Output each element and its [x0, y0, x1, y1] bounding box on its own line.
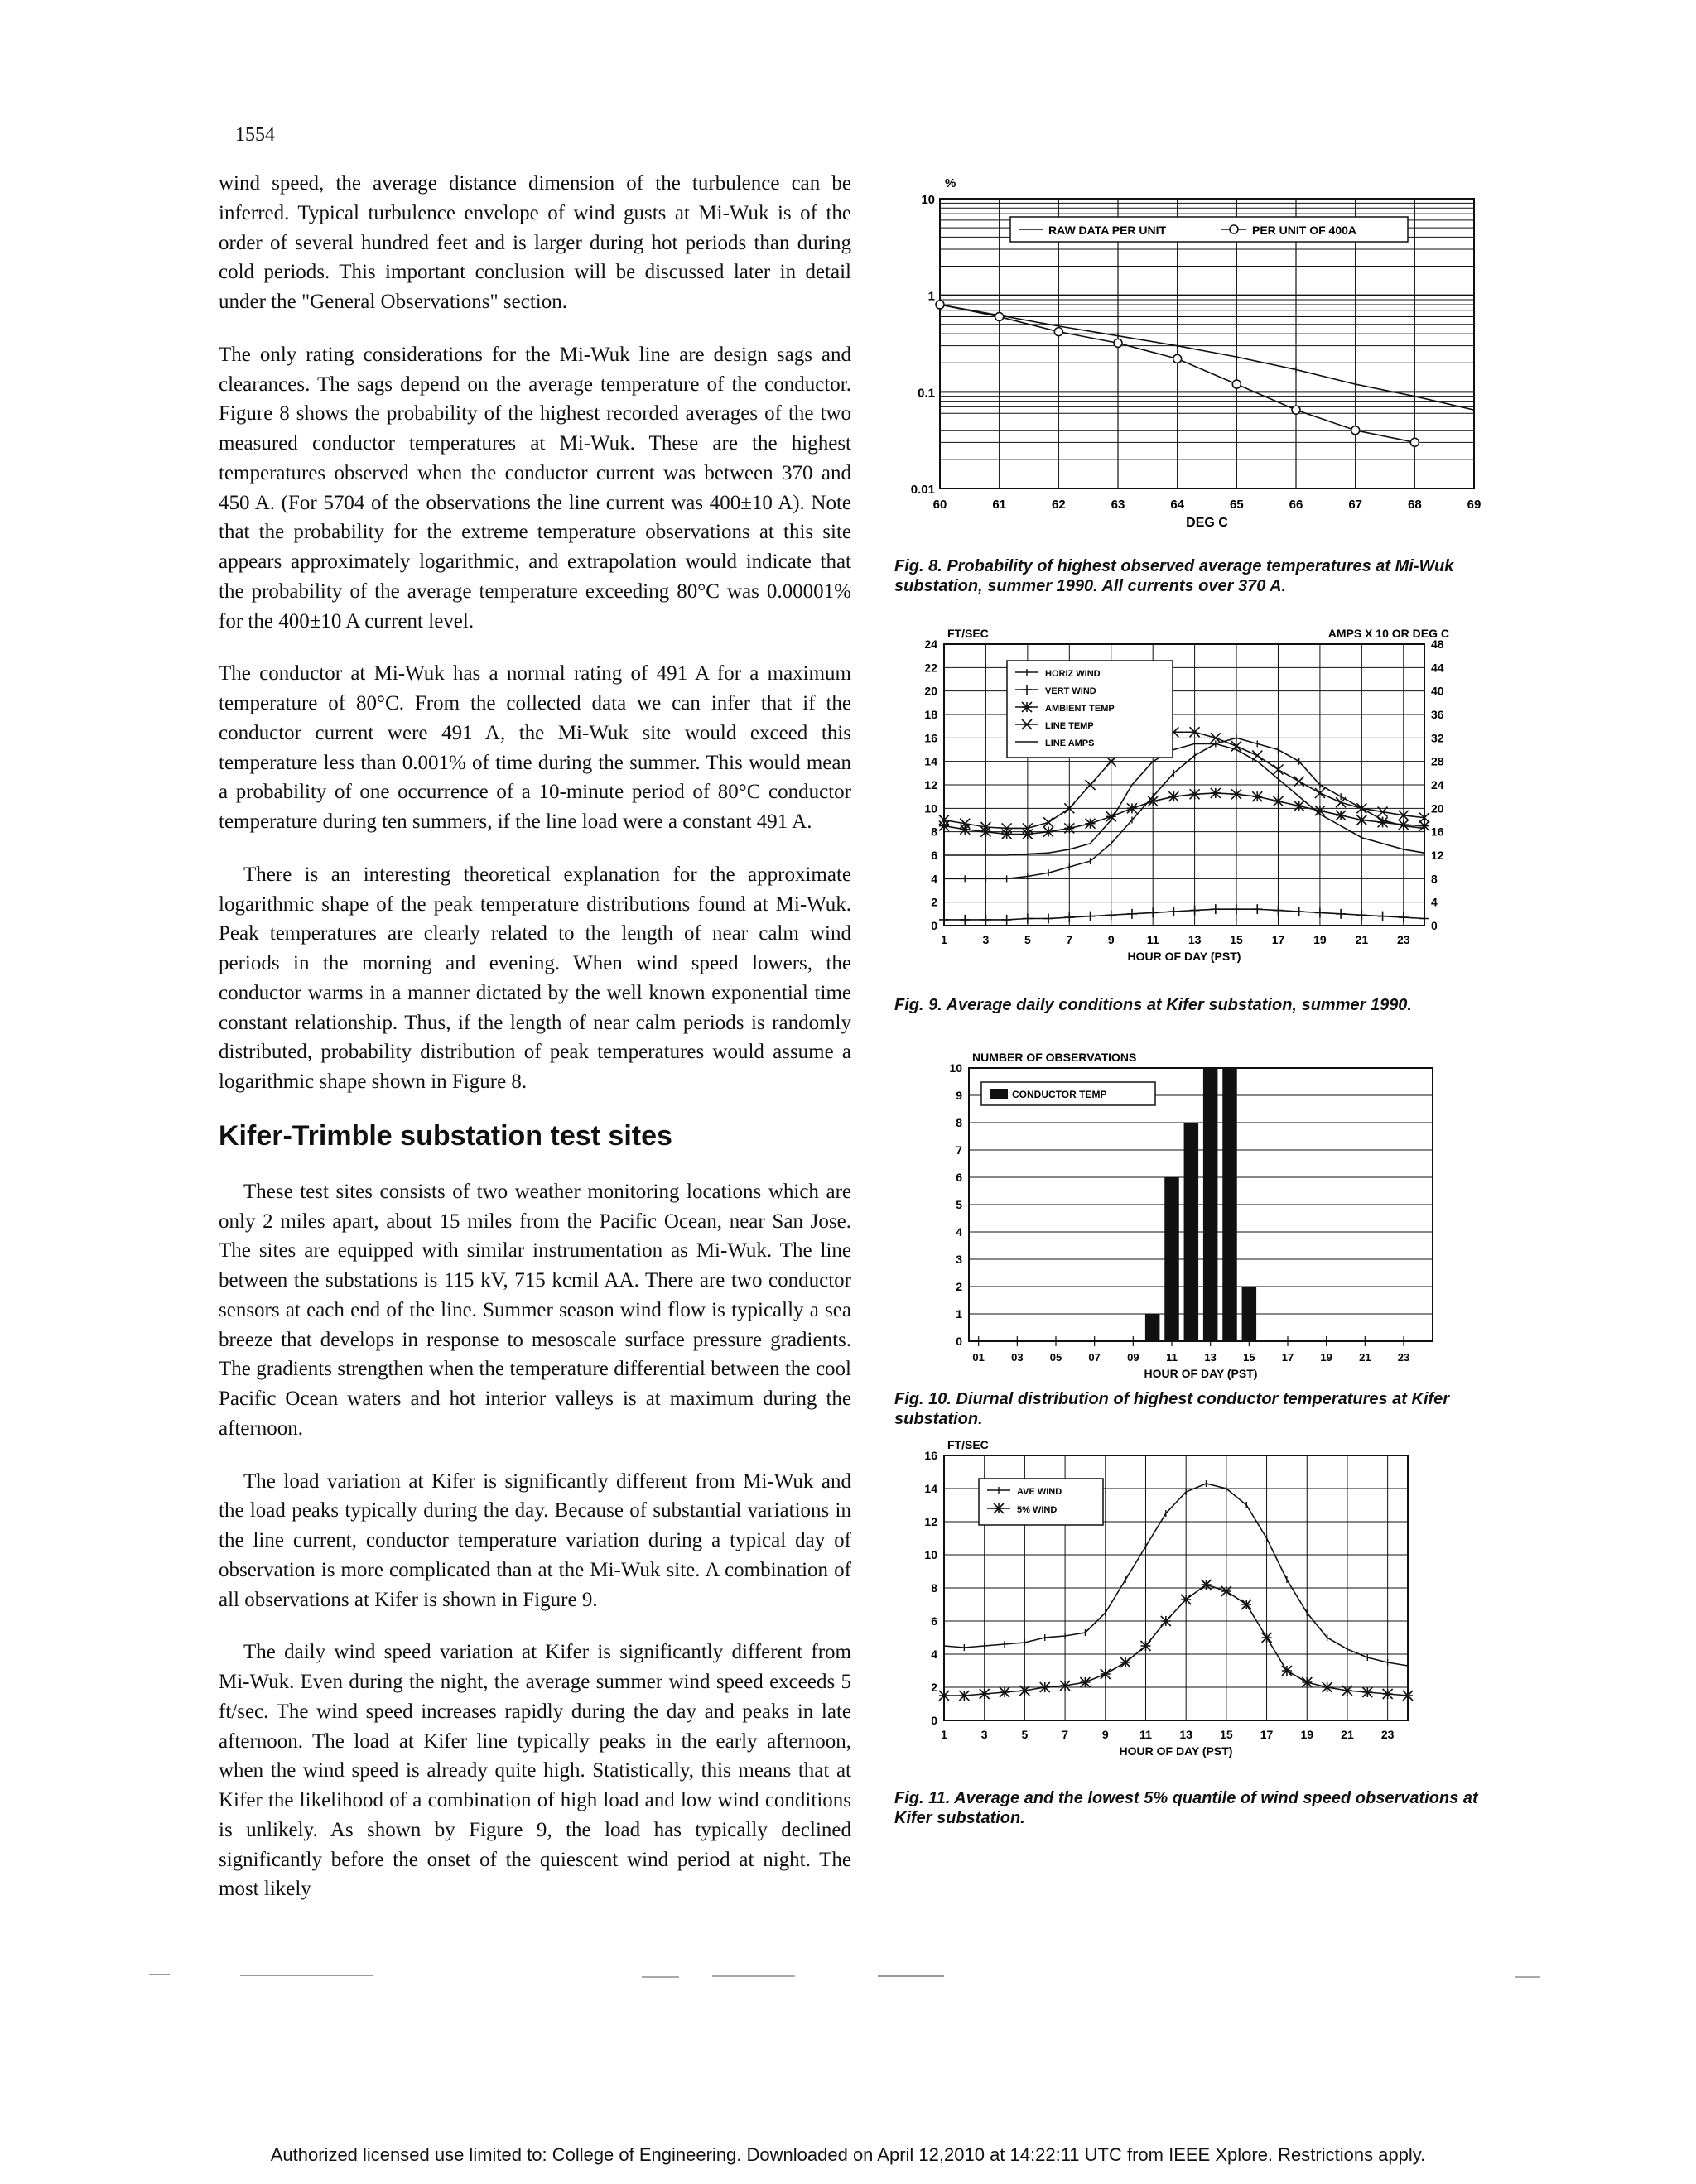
data-point — [939, 821, 949, 831]
x-tick-label: 01 — [972, 1351, 985, 1364]
y-tick-label: 1 — [928, 289, 935, 304]
data-point — [1148, 796, 1158, 806]
y-tick-label: 10 — [924, 1548, 937, 1561]
y-tick-label: 7 — [956, 1143, 962, 1157]
y-tick-label-right: 20 — [1431, 801, 1444, 815]
x-tick-label: 11 — [1166, 1351, 1178, 1364]
data-point — [959, 1691, 969, 1701]
legend-label: RAW DATA PER UNIT — [1048, 224, 1167, 237]
data-point — [1106, 910, 1116, 920]
x-tick-label: 5 — [1021, 1728, 1029, 1741]
data-point — [1002, 830, 1012, 839]
data-point — [1336, 811, 1346, 820]
y-axis-label: FT/SEC — [947, 627, 989, 640]
paragraph: wind speed, the average distance dimension of the turbulence can be inferred. Typical turbulence envelope of wind gusts at Mi-Wuk is of the order of several hundred feet and is larger during hot periods than during cold periods. This important conclusion will be discussed later in detail under the "General Observations" section. — [219, 172, 851, 313]
x-tick-label: 3 — [982, 933, 990, 946]
figure-8 — [894, 166, 1507, 538]
y-tick-label: 8 — [931, 825, 937, 839]
y-tick-label-right: 8 — [1431, 872, 1438, 886]
x-tick-label: 17 — [1260, 1728, 1274, 1741]
data-point — [1323, 1682, 1332, 1692]
data-point — [1023, 914, 1033, 924]
x-tick-label: 19 — [1313, 933, 1327, 946]
y-tick-label: 6 — [931, 1614, 937, 1628]
y-tick-label: 8 — [931, 1581, 937, 1595]
data-point — [1064, 823, 1074, 833]
y-tick-label: 6 — [931, 849, 937, 862]
x-tick-label: 15 — [1243, 1351, 1255, 1364]
data-point — [1023, 830, 1033, 839]
legend-label: PER UNIT OF 400A — [1252, 224, 1357, 237]
data-point — [1086, 912, 1096, 921]
data-point — [1043, 827, 1053, 837]
y-tick-label-right: 32 — [1431, 731, 1444, 745]
x-tick-label: 05 — [1049, 1351, 1062, 1364]
x-tick-label: 67 — [1348, 498, 1363, 512]
y-tick-label: 0.01 — [910, 483, 935, 497]
data-point — [1403, 1691, 1413, 1701]
legend-marker — [1022, 702, 1032, 712]
footer-notice: Authorized licensed use limited to: College of Engineering. Downloaded on April 12,2010 at 14:22:11 UTC from IEEE Xplore. Restrictions apply. — [270, 2144, 1426, 2165]
paragraph: These test sites consists of two weather monitoring locations which are only 2 miles apart, about 15 miles from the Pacific Ocean, near San Jose. The sites are equipped with similar instrumentation as Mi-Wuk. The line between the substations is 115 kV, 715 kcmil AA. There are two conductor sensors at each end of the line. Summer season wind flow is typically a sea breeze that develops in response to mesoscale surface pressure gradients. The gradients strengthen when the temperature differential between the cool Pacific Ocean waters and hot interior valleys is at maximum during the afternoon. — [219, 1180, 851, 1440]
x-tick-label: 03 — [1011, 1351, 1024, 1364]
x-axis-label: DEG C — [1186, 516, 1228, 530]
y-tick-label-right: 12 — [1431, 849, 1444, 862]
data-point — [1410, 438, 1419, 446]
y-tick-label: 12 — [924, 778, 937, 791]
y-tick-label: 0 — [931, 1714, 937, 1727]
y-tick-label: 16 — [924, 731, 937, 745]
x-tick-label: 11 — [1140, 1728, 1152, 1741]
paragraph: The daily wind speed variation at Kifer is significantly different from Mi-Wuk. Even during the night, the average summer wind speed exceeds 5 ft/sec. The wind speed increases rapidly during the day and peaks in late afternoon. The load at Kifer line typically peaks in the early afternoon, when the wind speed is already quite high. Statistically, this means that at Kifer the likelihood of a combination of high load and low wind conditions is unlikely. As shown by Figure 9, the load has typically declined significantly before the onset of the quiescent wind period at night. The most likely — [219, 1641, 851, 1901]
x-tick-label: 9 — [1107, 933, 1115, 946]
data-point — [1356, 815, 1366, 825]
y-tick-label-right: 40 — [1431, 684, 1444, 698]
x-tick-label: 09 — [1127, 1351, 1140, 1364]
data-point — [1019, 1686, 1029, 1696]
data-point — [1043, 914, 1053, 924]
x-tick-label: 17 — [1271, 933, 1285, 946]
x-tick-label: 17 — [1281, 1351, 1294, 1364]
y-axis-label: FT/SEC — [947, 1438, 989, 1451]
footer-rule — [0, 1970, 1696, 1987]
data-point — [1356, 910, 1366, 920]
data-point — [1362, 1687, 1372, 1697]
y-tick-label: 0 — [931, 919, 937, 932]
page-number: 1554 — [235, 124, 275, 146]
y-tick-label: 2 — [931, 895, 937, 909]
figure-11-caption: Fig. 11. Average and the lowest 5% quantile of wind speed observations at Kifer substation. — [894, 1789, 1478, 1827]
legend-label: CONDUCTOR TEMP — [1012, 1089, 1107, 1100]
y-tick-label-right: 36 — [1431, 708, 1444, 721]
figure-9 — [894, 619, 1507, 975]
x-tick-label: 23 — [1396, 933, 1410, 946]
data-point — [1120, 1657, 1130, 1667]
y-tick-label-right: 48 — [1431, 637, 1444, 651]
x-tick-label: 11 — [1146, 933, 1159, 946]
y-tick-label: 12 — [924, 1515, 937, 1528]
y-tick-label: 0.1 — [918, 386, 935, 401]
x-tick-label: 68 — [1407, 498, 1422, 512]
data-point — [1168, 907, 1178, 916]
legend-label: VERT WIND — [1045, 686, 1096, 696]
series-line — [944, 743, 1424, 855]
x-tick-label: 19 — [1300, 1728, 1314, 1741]
data-point — [1399, 820, 1409, 830]
data-point — [1000, 1687, 1009, 1697]
y-tick-label: 5 — [956, 1198, 962, 1211]
data-point — [1202, 1580, 1212, 1590]
data-point — [1190, 906, 1200, 916]
y-tick-label: 4 — [956, 1225, 962, 1239]
x-tick-label: 7 — [1062, 1728, 1068, 1741]
legend-label: 5% WIND — [1017, 1505, 1058, 1515]
data-point — [1080, 1677, 1090, 1687]
legend-label: AVE WIND — [1017, 1487, 1062, 1497]
data-point — [1273, 796, 1283, 806]
data-point — [1352, 426, 1360, 435]
data-point — [1086, 819, 1096, 829]
series-line — [944, 909, 1424, 920]
y-axis-label: % — [945, 176, 956, 190]
paragraph: There is an interesting theoretical explanation for the approximate logarithmic shape of the peak temperature distributions found at Mi-Wuk. Peak temperatures are clearly related to the length of near calm wind periods in the morning and evening. When wind speed lowers, the conductor warms in a manner dictated by the well known exponential time constant relationship. Thus, if the length of near calm periods is randomly distributed, probability distribution of peak temperatures would assume a logarithmic shape shown in Figure 8. — [219, 863, 851, 1093]
data-point — [1419, 821, 1429, 831]
data-point — [1127, 909, 1137, 919]
data-point — [1241, 1600, 1251, 1609]
data-point — [1211, 904, 1221, 914]
data-point — [1232, 380, 1241, 388]
data-point — [1378, 912, 1388, 921]
series-line — [944, 1585, 1408, 1696]
y-tick-label: 1 — [956, 1307, 962, 1321]
section-heading: Kifer-Trimble substation test sites — [219, 1119, 672, 1152]
y-tick-label-right: 16 — [1431, 825, 1444, 839]
data-point — [1294, 907, 1304, 916]
bar — [1184, 1123, 1199, 1341]
bar — [1242, 1287, 1257, 1341]
y-tick-label: 4 — [931, 1648, 937, 1661]
figure-10-chart — [894, 1035, 1507, 1383]
data-point — [1040, 1682, 1050, 1692]
figure-10 — [894, 1035, 1507, 1383]
figure-9-caption: Fig. 9. Average daily conditions at Kifer substation, summer 1990. — [894, 996, 1412, 1014]
data-point — [1282, 1666, 1292, 1676]
data-point — [1342, 1686, 1352, 1696]
bar — [1203, 1068, 1218, 1341]
data-point — [1419, 914, 1429, 924]
y-tick-label: 8 — [956, 1116, 962, 1129]
y-tick-label: 2 — [956, 1280, 962, 1293]
x-tick-label: 7 — [1066, 933, 1073, 946]
bar — [1222, 1068, 1237, 1341]
y-tick-label: 24 — [924, 637, 937, 651]
y-tick-label-right: 0 — [1431, 919, 1438, 932]
data-point — [1399, 912, 1409, 922]
data-point — [939, 1691, 949, 1701]
left-column — [219, 169, 851, 1927]
legend-label: AMBIENT TEMP — [1045, 704, 1115, 714]
x-tick-label: 62 — [1051, 498, 1066, 512]
figure-10-caption: Fig. 10. Diurnal distribution of highest conductor temperatures at Kifer substation. — [894, 1390, 1450, 1428]
data-point — [960, 915, 970, 925]
x-tick-label: 1 — [941, 933, 947, 946]
figure-9-chart — [894, 619, 1507, 975]
x-tick-label: 63 — [1111, 498, 1125, 512]
figure-11-chart — [894, 1431, 1507, 1762]
x-tick-label: 23 — [1397, 1351, 1410, 1364]
x-axis-label: HOUR OF DAY (PST) — [1127, 950, 1241, 963]
data-point — [1262, 1633, 1272, 1643]
series-line — [940, 305, 1474, 410]
data-point — [1231, 904, 1241, 914]
paragraph: The load variation at Kifer is significantly different from Mi-Wuk and the load peaks typically during the day. Because of substantial variations in the line current, conductor temperature variation during a typical day of observation is more complicated than at the Mi-Wuk site. A combination of all observations at Kifer is shown in Figure 9. — [219, 1470, 851, 1611]
x-tick-label: 69 — [1467, 498, 1482, 512]
y-tick-label: 3 — [956, 1253, 962, 1266]
x-tick-label: 23 — [1380, 1728, 1395, 1741]
data-point — [1140, 1641, 1150, 1651]
data-point — [960, 825, 970, 835]
data-point — [980, 1689, 990, 1699]
x-tick-label: 21 — [1341, 1728, 1354, 1741]
legend-marker — [1230, 225, 1238, 233]
y-tick-label: 10 — [921, 193, 935, 207]
data-point — [1190, 789, 1200, 799]
x-tick-label: 13 — [1179, 1728, 1192, 1741]
data-point — [1161, 1616, 1171, 1626]
paragraph: The only rating considerations for the Mi-Wuk line are design sags and clearances. The sags depend on the average temperature of the conductor. Figure 8 shows the probability of the highest recorded averages of the two measured conductor temperatures at Mi-Wuk. These are the highest temperatures observed when the conductor current was between 370 and 450 A. (For 5704 of the observations the line current was 400±10 A). Note that the probability for the extreme temperature observations at this site appears approximately logarithmic, and extrapolation would indicate that the probability of the average temperature exceeding 80°C was 0.00001% for the 400±10 A current level. — [219, 343, 851, 633]
data-point — [1231, 789, 1241, 799]
data-point — [1378, 817, 1388, 827]
data-point — [1294, 801, 1304, 811]
data-point — [1211, 788, 1221, 798]
data-point — [1168, 791, 1178, 801]
data-point — [936, 301, 944, 309]
data-point — [980, 915, 990, 925]
x-tick-label: 1 — [941, 1728, 947, 1741]
x-tick-label: 21 — [1359, 1351, 1371, 1364]
data-point — [1054, 328, 1062, 336]
paragraph: The conductor at Mi-Wuk has a normal rating of 491 A for a maximum temperature of 80°C. From the collected data we can infer that if the conductor current were 491 A, the Mi-Wuk site would exceed this temperature less than 0.001% of time during the summer. This would mean a probability of one occurrence of a 10-minute period of 80°C conductor temperature during ten summers, if the line load were a constant 491 A. — [219, 662, 851, 833]
legend-marker — [994, 1503, 1004, 1513]
data-point — [1252, 904, 1262, 914]
y-tick-label: 2 — [931, 1681, 937, 1694]
y-tick-label-right: 28 — [1431, 754, 1444, 768]
legend-label: LINE TEMP — [1045, 721, 1094, 731]
x-tick-label: 5 — [1024, 933, 1031, 946]
y-tick-label: 6 — [956, 1171, 962, 1184]
legend-swatch — [990, 1089, 1008, 1099]
y-tick-label: 10 — [924, 801, 937, 815]
x-tick-label: 66 — [1289, 498, 1303, 512]
data-point — [1273, 906, 1283, 916]
x-tick-label: 60 — [932, 498, 947, 512]
data-point — [1064, 912, 1074, 922]
x-tick-label: 3 — [980, 1728, 988, 1741]
data-point — [939, 915, 949, 925]
y-tick-label: 18 — [924, 708, 937, 721]
data-point — [1114, 339, 1122, 347]
data-point — [1043, 817, 1053, 827]
y-tick-label: 22 — [924, 661, 937, 675]
data-point — [1181, 1595, 1191, 1604]
y-tick-label: 4 — [931, 872, 937, 886]
y-tick-label: 0 — [956, 1335, 962, 1348]
x-tick-label: 61 — [992, 498, 1007, 512]
y-tick-label-right: 24 — [1431, 778, 1444, 791]
data-point — [1292, 406, 1300, 414]
data-point — [1173, 354, 1182, 363]
y-tick-label: 9 — [956, 1089, 962, 1102]
y-tick-label: 10 — [949, 1061, 962, 1075]
x-tick-label: 15 — [1230, 933, 1243, 946]
legend-box — [979, 1479, 1103, 1525]
bar — [1145, 1314, 1160, 1341]
x-tick-label: 65 — [1229, 498, 1244, 512]
legend-label: HORIZ WIND — [1045, 669, 1101, 679]
data-point — [1336, 909, 1346, 919]
x-tick-label: 15 — [1220, 1728, 1233, 1741]
data-point — [1252, 791, 1262, 801]
bar — [1164, 1177, 1179, 1341]
x-tick-label: 9 — [1101, 1728, 1109, 1741]
data-point — [1221, 1586, 1231, 1596]
data-point — [1060, 1681, 1070, 1691]
data-point — [1101, 1669, 1111, 1679]
legend-label: LINE AMPS — [1045, 738, 1095, 748]
x-tick-label: 64 — [1170, 498, 1185, 512]
y-tick-label-right: 4 — [1431, 895, 1438, 909]
x-tick-label: 13 — [1188, 933, 1202, 946]
y-tick-label: 14 — [924, 754, 937, 768]
y-tick-label-right: 44 — [1431, 661, 1444, 675]
y-axis-label: NUMBER OF OBSERVATIONS — [972, 1051, 1137, 1064]
y-tick-label: 14 — [924, 1482, 937, 1495]
data-point — [980, 827, 990, 837]
y-tick-label: 16 — [924, 1449, 937, 1462]
figure-11 — [894, 1431, 1507, 1762]
x-axis-label: HOUR OF DAY (PST) — [1119, 1744, 1233, 1758]
x-tick-label: 07 — [1088, 1351, 1101, 1364]
data-point — [1315, 907, 1325, 917]
data-point — [1148, 907, 1158, 917]
figure-8-caption: Fig. 8. Probability of highest observed average temperatures at Mi-Wuk substation, summer 1990. All currents over 370 A. — [894, 557, 1454, 595]
data-point — [1002, 915, 1012, 925]
x-tick-label: 13 — [1204, 1351, 1217, 1364]
x-tick-label: 21 — [1355, 933, 1369, 946]
y-axis-label-right: AMPS X 10 OR DEG C — [1327, 627, 1449, 640]
x-axis-label: HOUR OF DAY (PST) — [1144, 1367, 1258, 1380]
data-point — [995, 313, 1004, 321]
y-tick-label: 20 — [924, 684, 937, 698]
data-point — [1127, 803, 1137, 813]
data-point — [1302, 1677, 1312, 1687]
x-tick-label: 19 — [1320, 1351, 1332, 1364]
figure-8-chart — [894, 166, 1507, 538]
data-point — [1383, 1689, 1393, 1699]
